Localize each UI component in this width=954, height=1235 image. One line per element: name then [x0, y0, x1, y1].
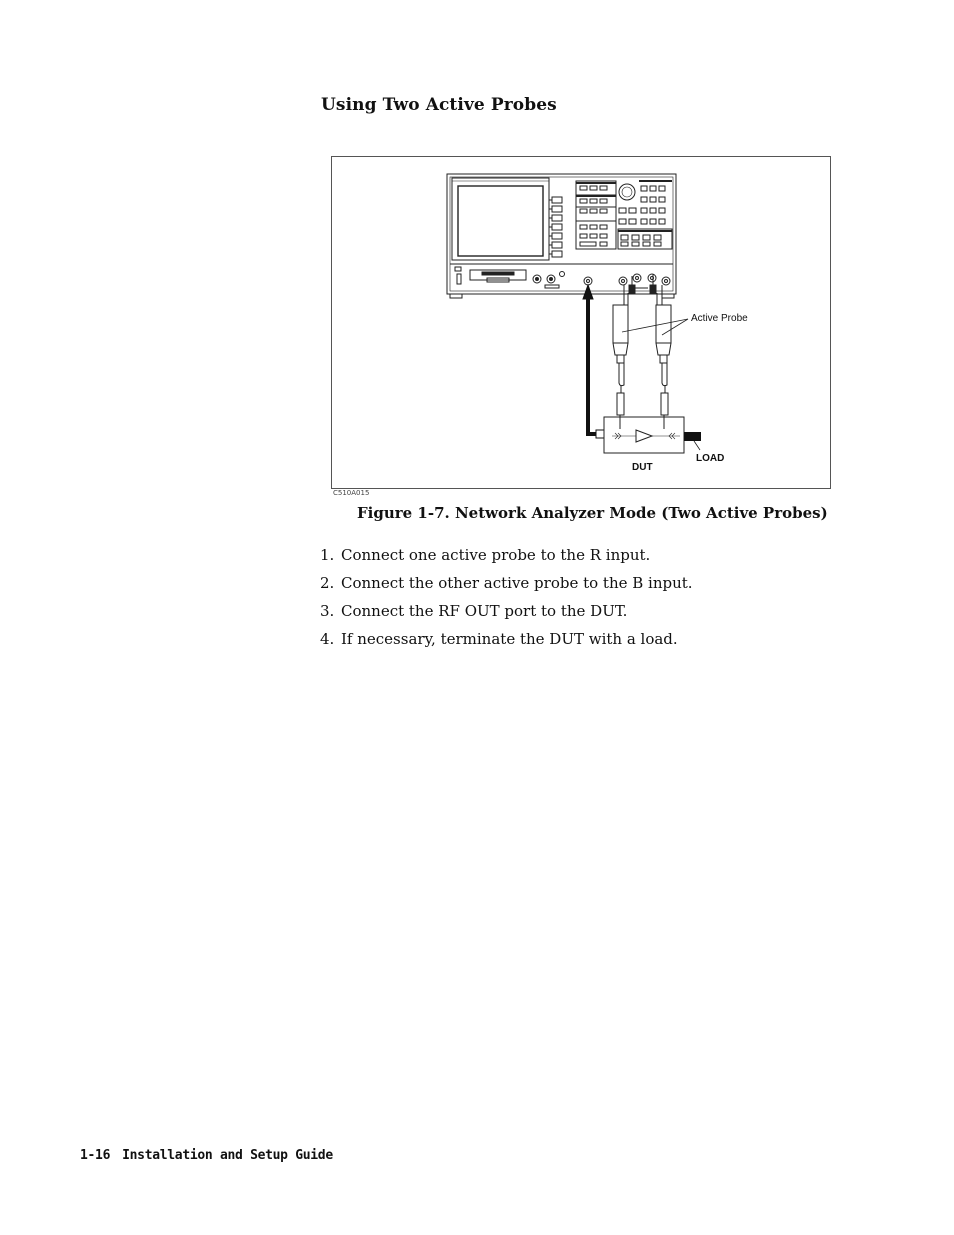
list-item: [320, 630, 693, 658]
step-text: Connect the RF OUT port to the DUT.: [341, 602, 628, 620]
analyzer-instrument: [447, 174, 676, 298]
load-termination: [684, 432, 701, 450]
list-item: [320, 602, 693, 630]
figure-code: C510A015: [333, 489, 370, 497]
steps-list: [320, 546, 693, 658]
active-probe-label: Active Probe: [691, 313, 748, 324]
step-number: 3.: [320, 602, 335, 620]
step-text: Connect one active probe to the R input.: [341, 546, 651, 564]
page-number: 1-16: [80, 1148, 111, 1163]
active-probes: [613, 274, 671, 429]
active-probe-leader: [622, 319, 688, 335]
list-item: [320, 574, 693, 602]
diagram-svg: [332, 157, 832, 490]
step-number: 2.: [320, 574, 335, 592]
page-footer: [80, 1148, 333, 1163]
rf-out-cable: [583, 285, 604, 438]
step-text: Connect the other active probe to the B input.: [341, 574, 693, 592]
dut-box: [604, 417, 684, 453]
list-item: [320, 546, 693, 574]
step-number: 1.: [320, 546, 335, 564]
section-heading: Using Two Active Probes: [321, 95, 557, 115]
dut-label: DUT: [632, 462, 653, 473]
load-label: LOAD: [696, 453, 725, 464]
step-number: 4.: [320, 630, 335, 648]
figure-network-analyzer-diagram: [331, 156, 831, 489]
figure-caption: Figure 1-7. Network Analyzer Mode (Two Active Probes): [357, 504, 828, 522]
step-text: If necessary, terminate the DUT with a load.: [341, 630, 678, 648]
footer-title: Installation and Setup Guide: [122, 1148, 333, 1163]
